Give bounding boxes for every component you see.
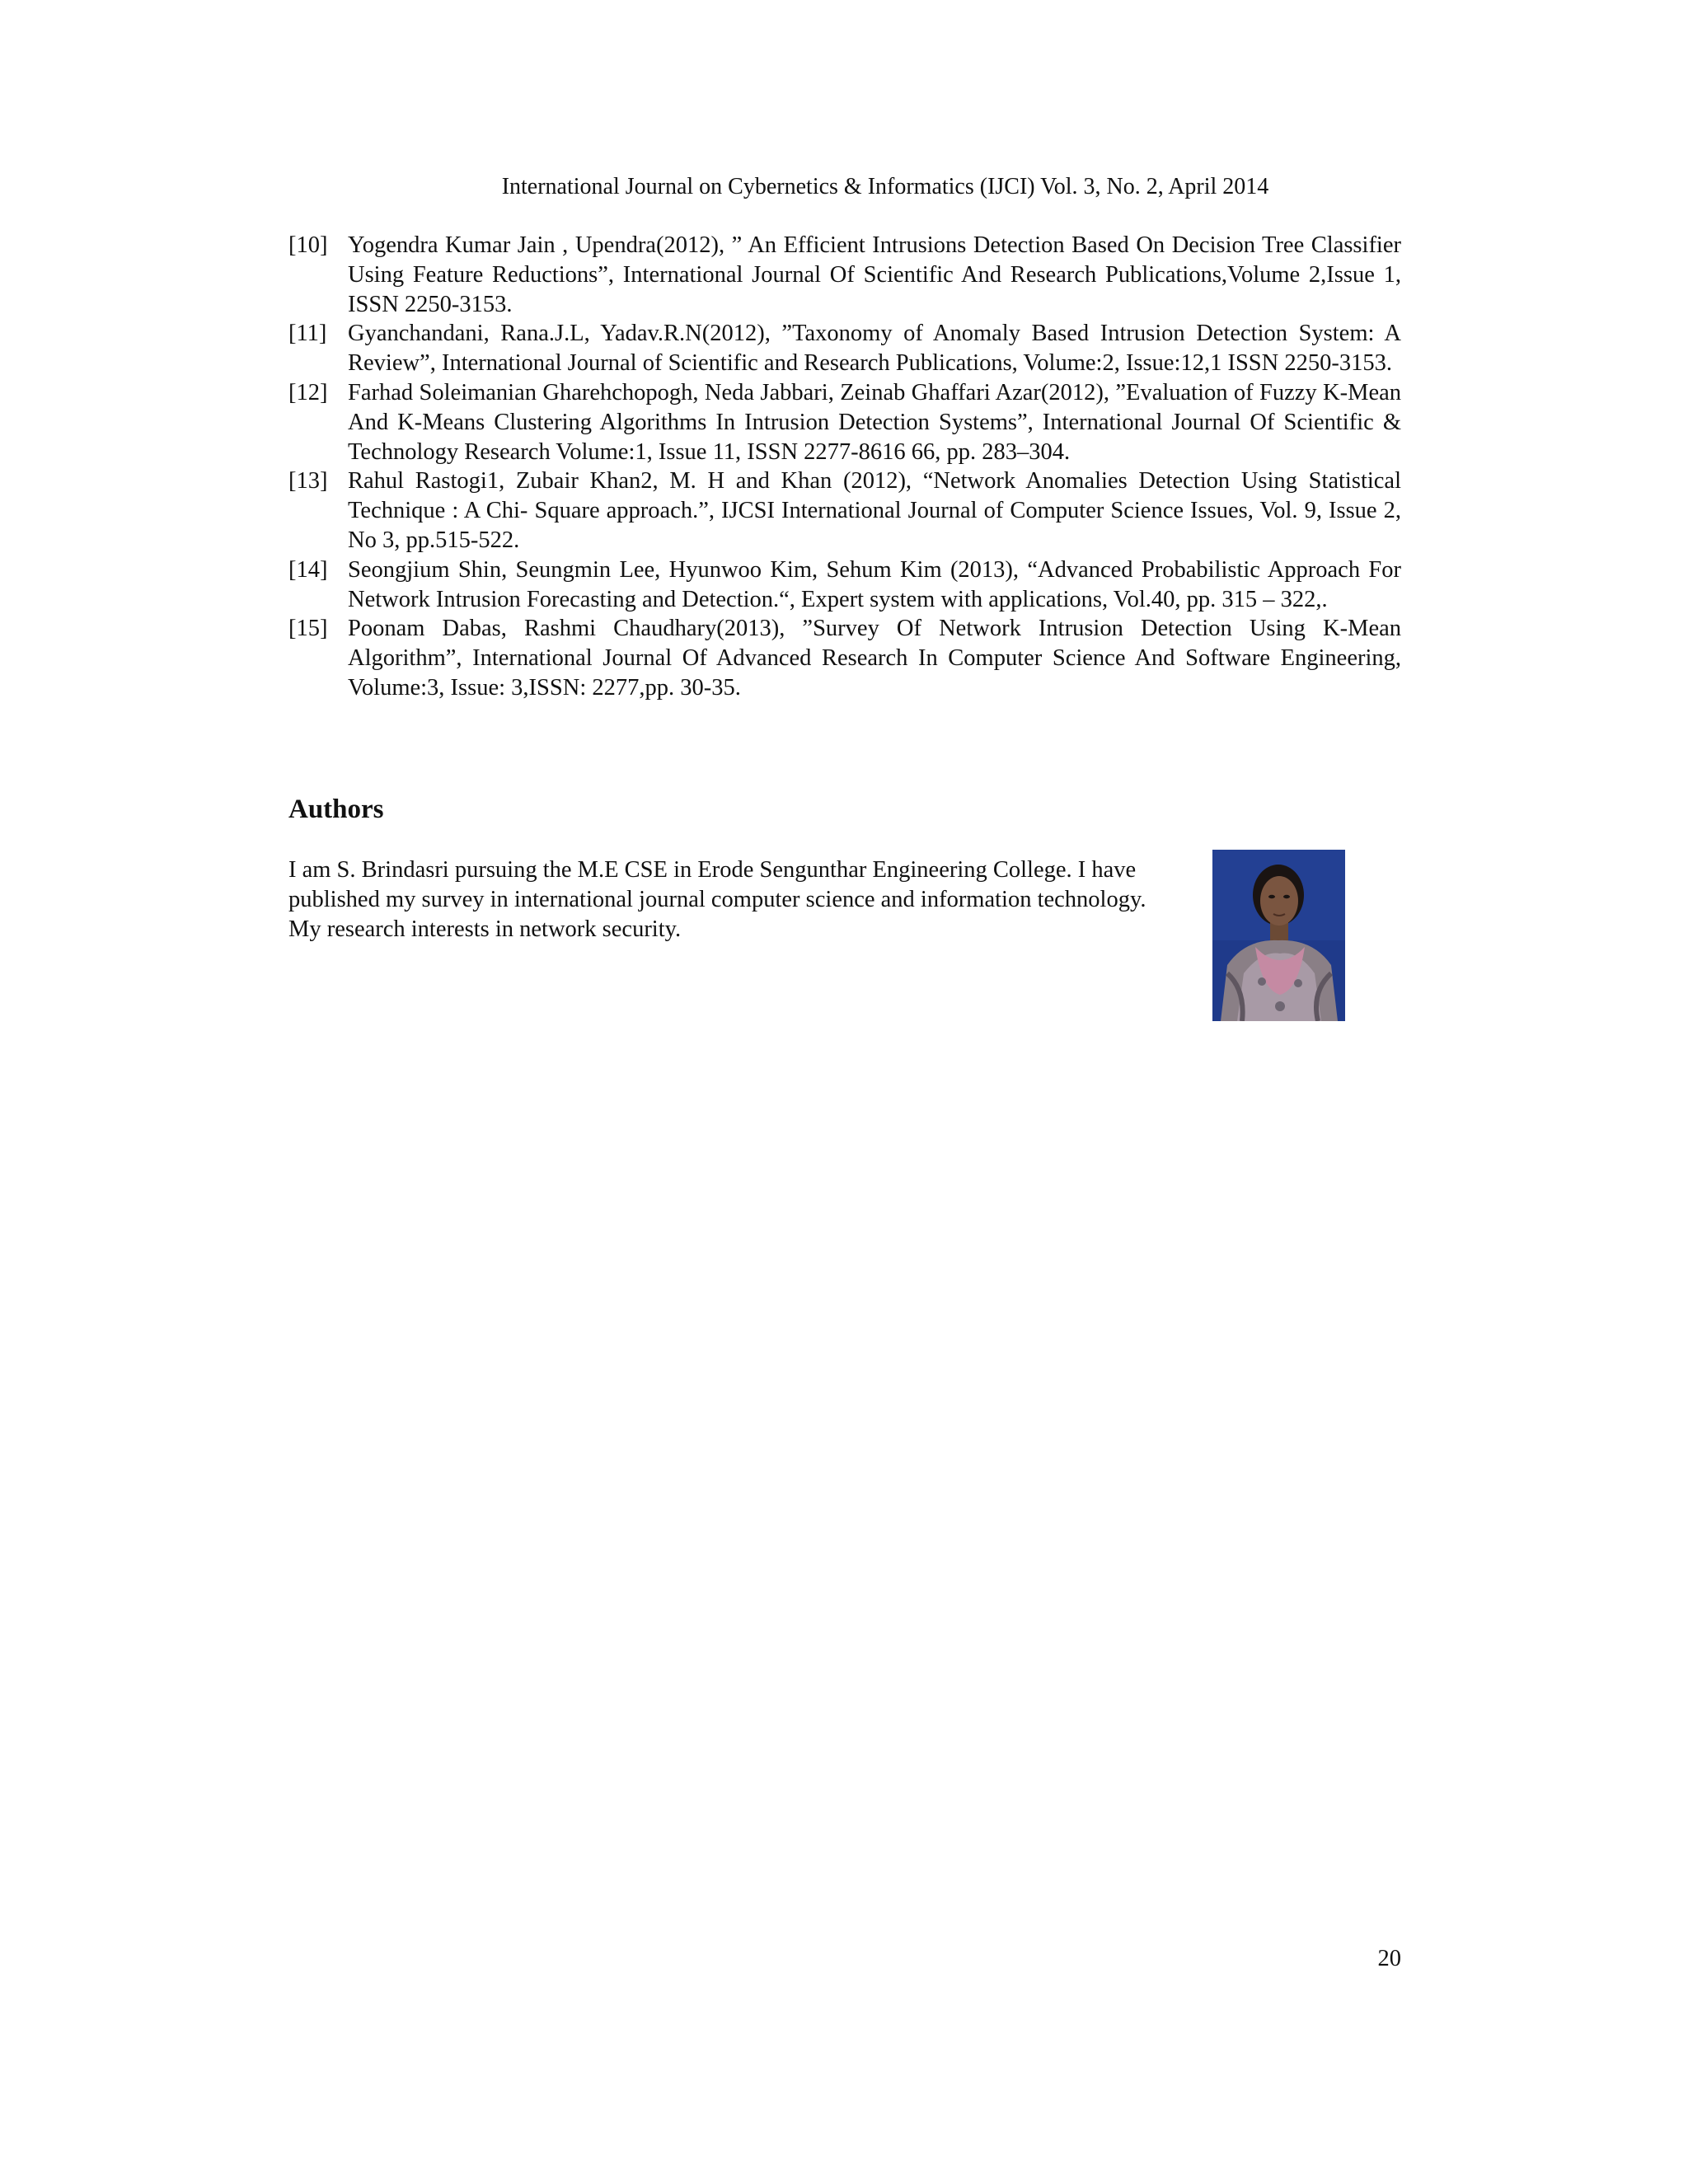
reference-item: [288, 378, 1401, 466]
face-shape: [1260, 876, 1298, 926]
authors-heading: Authors: [288, 794, 384, 824]
author-portrait-photo: [1212, 850, 1345, 1021]
reference-item: [288, 231, 1401, 319]
reference-text: Yogendra Kumar Jain , Upendra(2012), ” An Efficient Intrusions Detection Based On Decision Tree Classifier Using Feature Reductions”, International Journal Of Scientific And Research Publications,Volume 2,Issue 1, ISSN 2250-3153.: [348, 232, 1401, 317]
reference-text: Poonam Dabas, Rashmi Chaudhary(2013), ”Survey Of Network Intrusion Detection Using K-Mean Algorithm”, International Journal Of Advanced Research In Computer Science And Software Engineering, Volume:3, Issue: 3,ISSN: 2277,pp. 30-35.: [348, 616, 1401, 701]
reference-list: [288, 231, 1401, 703]
reference-item: [288, 614, 1401, 702]
reference-text: Seongjium Shin, Seungmin Lee, Hyunwoo Kim, Sehum Kim (2013), “Advanced Probabilistic Approach For Network Intrusion Forecasting and Detection.“, Expert system with applications, Vol.40, pp. 315 – 322,.: [348, 556, 1401, 612]
reference-number: [12]: [288, 379, 328, 405]
reference-item: [288, 319, 1401, 378]
reference-text: Rahul Rastogi1, Zubair Khan2, M. H and Khan (2012), “Network Anomalies Detection Using Statistical Technique : A Chi- Square approach.”, IJCSI International Journal of Computer Science Issues, Vol. 9, Issue 2, No 3, pp.515-522.: [348, 468, 1401, 553]
portrait-illustration: [1212, 850, 1345, 1021]
reference-text: Farhad Soleimanian Gharehchopogh, Neda Jabbari, Zeinab Ghaffari Azar(2012), ”Evaluation of Fuzzy K-Mean And K-Means Clustering Algorithms In Intrusion Detection Systems”, International Journal Of Scientific & Technology Research Volume:1, Issue 11, ISSN 2277-8616 66, pp. 283–304.: [348, 379, 1401, 465]
reference-item: [288, 555, 1401, 615]
reference-number: [15]: [288, 616, 328, 642]
reference-text: Gyanchandani, Rana.J.L, Yadav.R.N(2012), ”Taxonomy of Anomaly Based Intrusion Detection System: A Review”, International Journal of Scientific and Research Publications, Volume:2, Issue:12,1 ISSN 2250-3153.: [348, 321, 1401, 377]
reference-number: [10]: [288, 232, 328, 258]
author-bio: I am S. Brindasri pursuing the M.E CSE in Erode Sengunthar Engineering College. I have published my survey in international journal computer science and information technology. My research interests in network security.: [288, 857, 1146, 942]
reference-number: [11]: [288, 321, 327, 347]
page-number: 20: [1377, 1946, 1401, 1971]
reference-number: [14]: [288, 556, 328, 583]
running-header: International Journal on Cybernetics & Informatics (IJCI) Vol. 3, No. 2, April 2014: [501, 174, 1269, 199]
reference-number: [13]: [288, 468, 328, 494]
reference-item: [288, 466, 1401, 555]
